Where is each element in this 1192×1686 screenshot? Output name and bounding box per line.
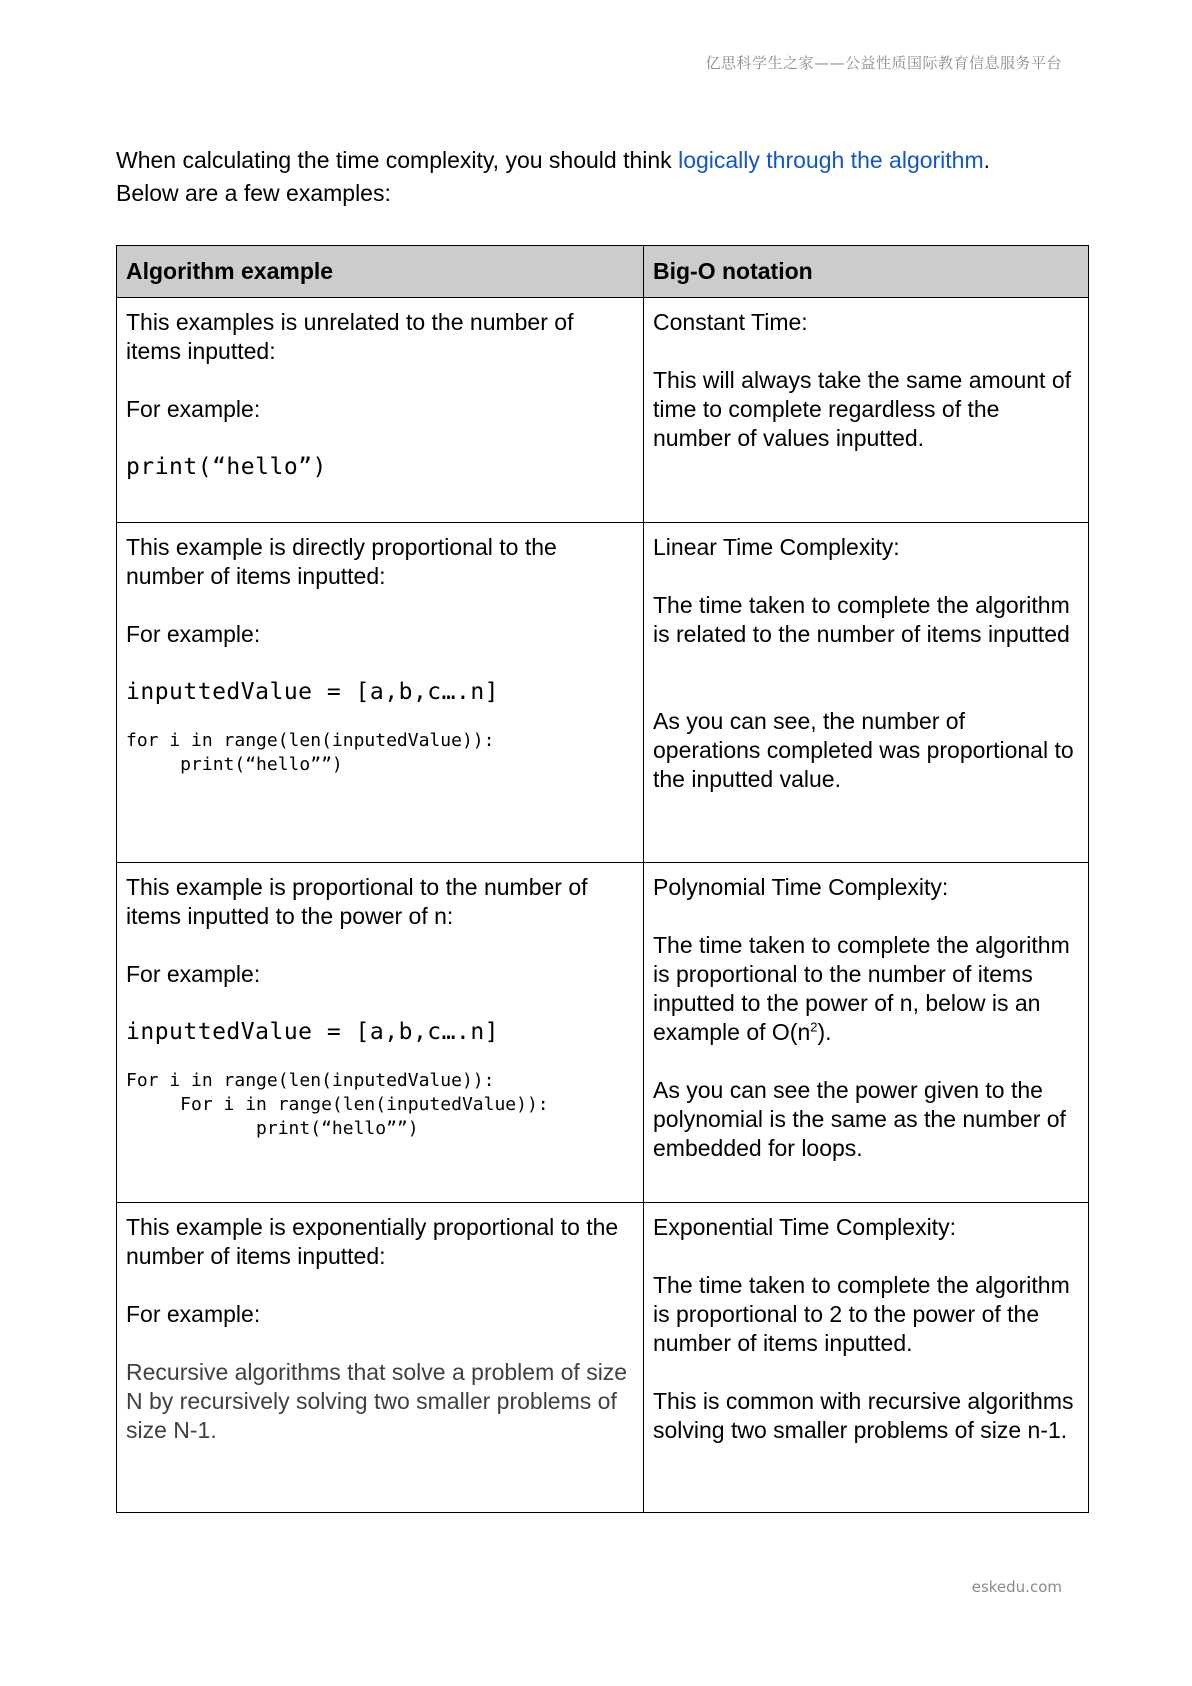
algorithm-description: This examples is unrelated to the number of items inputted: [126,309,574,364]
notation-body: This will always take the same amount of time to complete regardless of the number of values inputted. [653,367,1072,451]
exponent: 2 [810,1019,818,1035]
table-row-constant [117,298,1089,523]
footer-site: eskedu.com [971,1578,1062,1596]
algorithm-cell [117,1203,644,1513]
notation-body-end: ). [817,1019,832,1045]
algorithm-cell [117,298,644,523]
algorithm-description: This example is directly proportional to the number of items inputted: [126,534,557,589]
notation-title: Linear Time Complexity: [653,534,900,560]
header-big-o-notation: Big-O notation [644,246,1089,298]
notation-title: Exponential Time Complexity: [653,1214,956,1240]
for-example-label: For example: [126,1301,261,1327]
notation-title: Polynomial Time Complexity: [653,874,949,900]
table-header-row [117,246,1089,298]
table-row-linear [117,523,1089,863]
example-text: Recursive algorithms that solve a problem of size N by recursively solving two smaller problems of size N-1. [126,1359,628,1443]
code-snippet: inputtedValue = [a,b,c….n] [126,1019,500,1045]
notation-body [653,931,1078,1047]
notation-note: As you can see, the number of operations completed was proportional to the inputted value. [653,708,1074,792]
for-example-label: For example: [126,621,261,647]
notation-cell [644,863,1089,1203]
notation-body: The time taken to complete the algorithm is proportional to 2 to the power of the number of items inputted. [653,1272,1070,1356]
notation-note: This is common with recursive algorithms solving two smaller problems of size n-1. [653,1388,1074,1443]
notation-body: The time taken to complete the algorithm is related to the number of items inputted [653,592,1070,647]
code-nested-loop: For i in range(len(inputedValue)): For i in range(len(inputedValue)): print(“hello””) [126,1070,549,1139]
for-example-label: For example: [126,961,261,987]
intro-line-2: Below are a few examples: [116,180,391,206]
notation-title: Constant Time: [653,309,808,335]
intro-link[interactable]: logically through the algorithm [678,147,984,173]
header-site-text: 亿思科学生之家——公益性质国际教育信息服务平台 [705,54,1062,72]
notation-cell [644,523,1089,863]
notation-cell [644,298,1089,523]
algorithm-cell [117,863,644,1203]
for-example-label: For example: [126,396,261,422]
code-loop: for i in range(len(inputedValue)): print(“hello””) [126,730,495,775]
notation-note: As you can see the power given to the polynomial is the same as the number of embedded for loops. [653,1077,1066,1161]
algorithm-description: This example is proportional to the number of items inputted to the power of n: [126,874,588,929]
notation-body-text: The time taken to complete the algorithm is proportional to the number of items inputted to the power of n, below is an example of O(n [653,932,1070,1045]
algorithm-cell [117,523,644,863]
table-row-exponential [117,1203,1089,1513]
header-algorithm-example: Algorithm example [117,246,644,298]
intro-line-1 [116,144,1076,177]
complexity-table [116,245,1089,1513]
intro-text: When calculating the time complexity, you should think [116,147,679,173]
intro-paragraph [116,144,1076,210]
code-snippet: print(“hello”) [126,454,327,480]
table-row-polynomial [117,863,1089,1203]
code-snippet: inputtedValue = [a,b,c….n] [126,679,500,705]
intro-period: . [983,147,991,173]
algorithm-description: This example is exponentially proportional to the number of items inputted: [126,1214,619,1269]
notation-cell [644,1203,1089,1513]
